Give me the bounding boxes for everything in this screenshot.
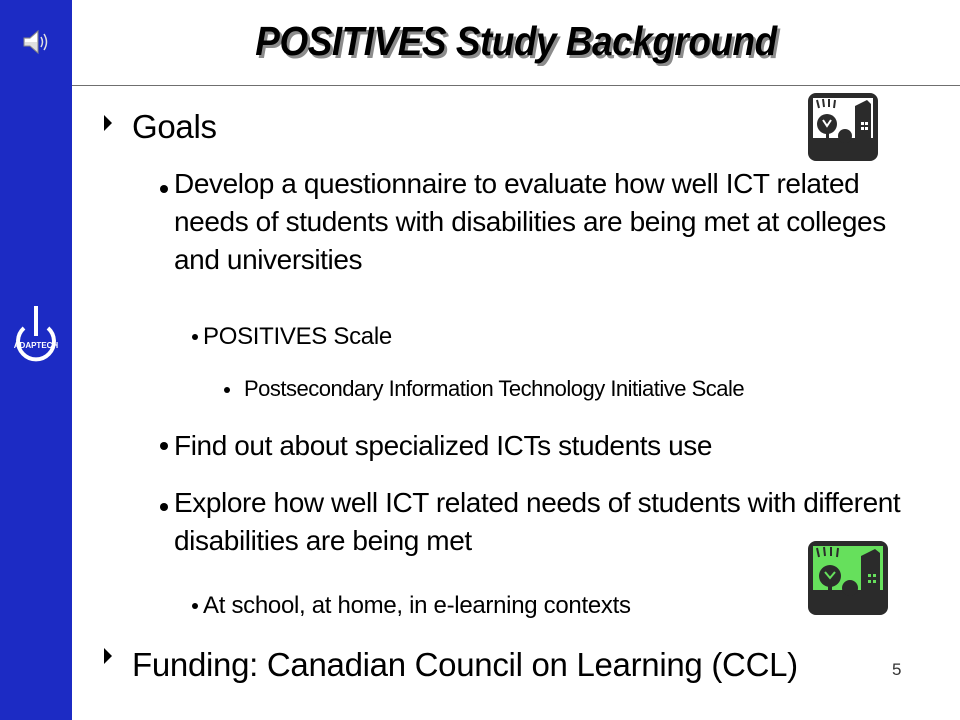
- bullet-scale-full: Postsecondary Information Technology Initiative Scale: [244, 376, 745, 401]
- page-title: POSITIVES Study Background: [255, 18, 777, 64]
- page-number: 5: [892, 660, 902, 679]
- bullet-dot-icon: [160, 503, 168, 511]
- adaptech-logo-text: ADAPTECH: [13, 341, 59, 350]
- bullet-triangle-icon: [104, 648, 112, 664]
- bullet-find-out: Find out about specialized ICTs students use: [174, 430, 713, 461]
- campus-clipart-icon: [807, 92, 879, 162]
- sidebar: [0, 0, 72, 720]
- bullet-triangle-icon: [104, 115, 112, 131]
- campus-clipart-green-icon: [807, 540, 889, 616]
- bullet-funding: Funding: Canadian Council on Learning (CCL): [132, 646, 798, 683]
- speaker-icon[interactable]: [22, 28, 52, 56]
- bullet-dot-icon: [160, 185, 168, 193]
- bullet-explore: Explore how well ICT related needs of students with different disabilities are being met: [174, 487, 901, 556]
- bullet-contexts: At school, at home, in e-learning contexts: [203, 592, 631, 619]
- bullet-develop: Develop a questionnaire to evaluate how well ICT related needs of students with disabilities are being met at colleges and universities: [174, 168, 886, 275]
- bullet-goals: Goals: [132, 108, 217, 145]
- bullet-dot-icon: [192, 603, 198, 609]
- bullet-dot-icon: [160, 442, 168, 450]
- adaptech-logo: [6, 300, 66, 380]
- bullet-scale: POSITIVES Scale: [203, 323, 392, 350]
- bullet-dot-icon: [192, 334, 198, 340]
- bullet-dot-icon: [224, 387, 230, 393]
